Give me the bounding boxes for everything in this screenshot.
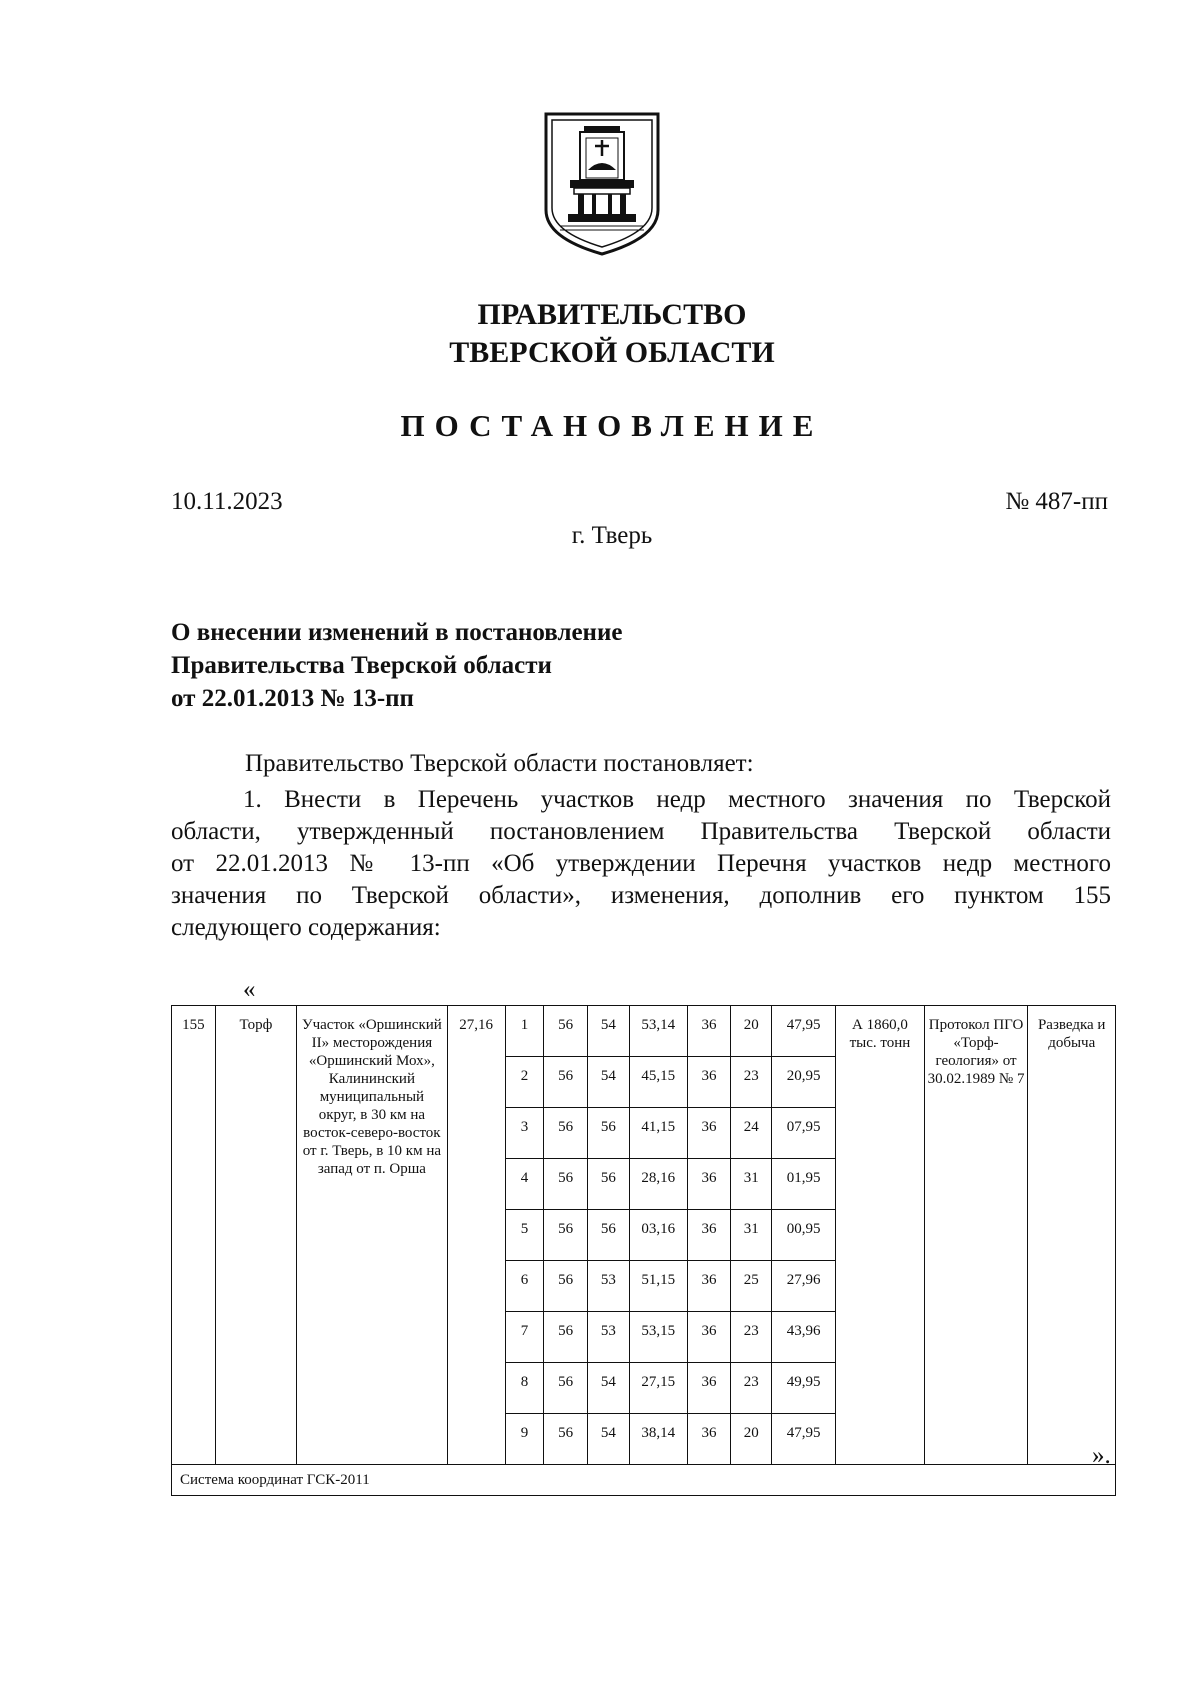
cell-use-type: Разведка и добыча xyxy=(1028,1006,1116,1465)
cell-lon-min: 25 xyxy=(731,1261,772,1312)
cell-lat-deg: 56 xyxy=(544,1210,588,1261)
cell-lon-deg: 36 xyxy=(687,1261,731,1312)
cell-point-no: 6 xyxy=(505,1261,544,1312)
cell-lon-deg: 36 xyxy=(687,1363,731,1414)
cell-lat-min: 54 xyxy=(588,1006,630,1057)
cell-lat-sec: 38,14 xyxy=(629,1414,687,1465)
cell-lat-sec: 27,15 xyxy=(629,1363,687,1414)
cell-lon-sec: 20,95 xyxy=(772,1057,836,1108)
coat-of-arms-emblem xyxy=(540,110,664,258)
cell-lat-min: 54 xyxy=(588,1363,630,1414)
cell-lon-min: 23 xyxy=(731,1363,772,1414)
cell-lat-min: 56 xyxy=(588,1108,630,1159)
cell-lat-sec: 53,15 xyxy=(629,1312,687,1363)
subject-line: О внесении изменений в постановление xyxy=(171,619,623,646)
document-city: г. Тверь xyxy=(571,522,653,549)
table-row xyxy=(172,1006,1116,1057)
cell-lat-sec: 41,15 xyxy=(629,1108,687,1159)
cell-lon-min: 20 xyxy=(731,1414,772,1465)
cell-point-no: 2 xyxy=(505,1057,544,1108)
cell-point-no: 5 xyxy=(505,1210,544,1261)
paragraph-line: области, утвержденный постановлением Правительства Тверской области xyxy=(171,818,1111,845)
document-number: № 487-пп xyxy=(1005,488,1108,515)
document-date: 10.11.2023 xyxy=(171,488,283,515)
cell-lon-min: 24 xyxy=(731,1108,772,1159)
cell-item-no: 155 xyxy=(172,1006,216,1465)
paragraph-line: значения по Тверской области», изменения, дополнив его пунктом 155 xyxy=(171,882,1111,909)
cell-lat-deg: 56 xyxy=(544,1363,588,1414)
document-subject xyxy=(171,616,622,715)
paragraph-1 xyxy=(171,784,1111,944)
cell-lat-min: 56 xyxy=(588,1210,630,1261)
cell-lat-min: 56 xyxy=(588,1159,630,1210)
cell-lat-deg: 56 xyxy=(544,1108,588,1159)
cell-site-description: Участок «Оршинский II» месторождения «Оршинский Мох», Калининский муниципальный округ, в 30 км на восток-северо-восток от г. Тверь, в 10 км на запад от п. Орша xyxy=(297,1006,448,1465)
close-quote: ». xyxy=(1092,1442,1111,1469)
cell-lat-deg: 56 xyxy=(544,1312,588,1363)
table-footer-row xyxy=(172,1465,1116,1496)
cell-lat-sec: 45,15 xyxy=(629,1057,687,1108)
preamble: Правительство Тверской области постановляет: xyxy=(245,750,754,777)
subject-line: Правительства Тверской области xyxy=(171,652,552,679)
cell-lon-deg: 36 xyxy=(687,1210,731,1261)
document-type: ПОСТАНОВЛЕНИЕ xyxy=(400,408,824,443)
cell-lat-deg: 56 xyxy=(544,1159,588,1210)
cell-point-no: 7 xyxy=(505,1312,544,1363)
cell-lat-deg: 56 xyxy=(544,1261,588,1312)
cell-lat-sec: 51,15 xyxy=(629,1261,687,1312)
cell-lon-deg: 36 xyxy=(687,1108,731,1159)
cell-lon-deg: 36 xyxy=(687,1159,731,1210)
cell-lon-sec: 47,95 xyxy=(772,1006,836,1057)
cell-lat-deg: 56 xyxy=(544,1414,588,1465)
cell-lat-sec: 28,16 xyxy=(629,1159,687,1210)
cell-lon-min: 31 xyxy=(731,1210,772,1261)
cell-lat-min: 53 xyxy=(588,1261,630,1312)
paragraph-line: 1. Внести в Перечень участков недр местного значения по Тверской xyxy=(243,786,1111,813)
cell-lon-sec: 27,96 xyxy=(772,1261,836,1312)
cell-lon-sec: 00,95 xyxy=(772,1210,836,1261)
cell-lon-deg: 36 xyxy=(687,1006,731,1057)
cell-lon-min: 23 xyxy=(731,1312,772,1363)
cell-lat-deg: 56 xyxy=(544,1057,588,1108)
cell-lon-sec: 43,96 xyxy=(772,1312,836,1363)
cell-point-no: 1 xyxy=(505,1006,544,1057)
cell-point-no: 3 xyxy=(505,1108,544,1159)
cell-area: 27,16 xyxy=(447,1006,505,1465)
cell-reserves: А 1860,0 тыс. тонн xyxy=(836,1006,925,1465)
subsoil-site-table xyxy=(171,1005,1116,1496)
cell-lon-sec: 49,95 xyxy=(772,1363,836,1414)
cell-mineral: Торф xyxy=(215,1006,296,1465)
paragraph-line: следующего содержания: xyxy=(171,914,441,941)
cell-lat-sec: 53,14 xyxy=(629,1006,687,1057)
cell-lon-sec: 07,95 xyxy=(772,1108,836,1159)
cell-point-no: 4 xyxy=(505,1159,544,1210)
org-name-line2: ТВЕРСКОЙ ОБЛАСТИ xyxy=(449,336,775,369)
cell-lat-deg: 56 xyxy=(544,1006,588,1057)
paragraph-line: от 22.01.2013 № 13-пп «Об утверждении Перечня участков недр местного xyxy=(171,850,1111,877)
cell-lon-min: 20 xyxy=(731,1006,772,1057)
cell-lon-sec: 47,95 xyxy=(772,1414,836,1465)
cell-document: Протокол ПГО «Торф-геология» от 30.02.1989 № 7 xyxy=(924,1006,1028,1465)
cell-lon-min: 31 xyxy=(731,1159,772,1210)
cell-lon-sec: 01,95 xyxy=(772,1159,836,1210)
cell-point-no: 8 xyxy=(505,1363,544,1414)
cell-lat-min: 53 xyxy=(588,1312,630,1363)
cell-lat-min: 54 xyxy=(588,1057,630,1108)
open-quote: « xyxy=(243,976,256,1003)
org-name-line1: ПРАВИТЕЛЬСТВО xyxy=(477,298,747,331)
cell-point-no: 9 xyxy=(505,1414,544,1465)
cell-lon-deg: 36 xyxy=(687,1312,731,1363)
cell-lon-deg: 36 xyxy=(687,1414,731,1465)
cell-lat-sec: 03,16 xyxy=(629,1210,687,1261)
cell-lon-deg: 36 xyxy=(687,1057,731,1108)
cell-lon-min: 23 xyxy=(731,1057,772,1108)
cell-coordinate-system: Система координат ГСК-2011 xyxy=(172,1465,1116,1496)
subject-line: от 22.01.2013 № 13-пп xyxy=(171,685,414,712)
cell-lat-min: 54 xyxy=(588,1414,630,1465)
